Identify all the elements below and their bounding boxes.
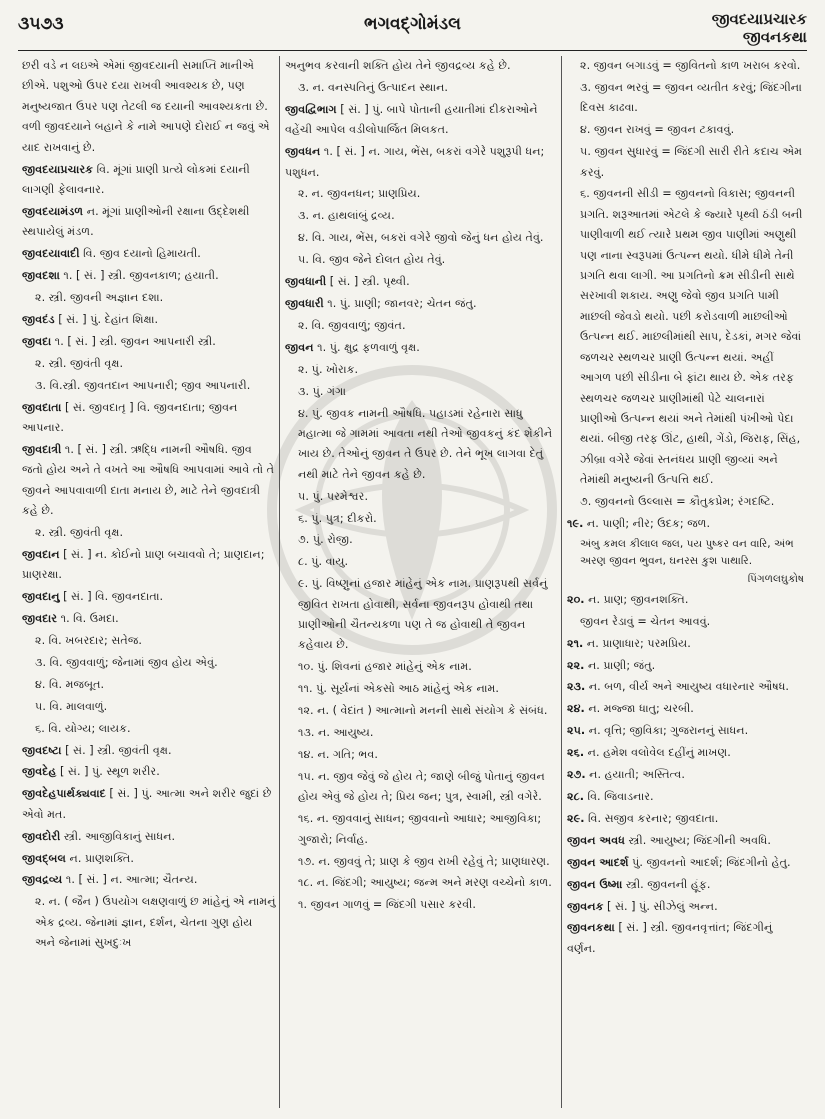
headword: જીવદ્વિભાગ [285, 102, 337, 116]
dictionary-entry [285, 78, 557, 98]
dictionary-entry [22, 545, 276, 586]
dictionary-entry [285, 574, 557, 656]
definition-text: ૬. જીવનની સીડી = જીવનનો વિકાસ; જીવનની પ્રગતિ. શરૂઆતમાં એટલે કે જ્યારે પૃથ્વી ઠંડી બની પાણીવાળી થઈ ત્યારે પ્રથમ જીવ પાણીમાં અણુથી પણ નાના સ્વરૂપમાં ઉત્પન્ન થયો. ધીમે ધીમે તેની પ્રગતિ થવા લાગી. આ પ્રગતિનો ક્રમ સીડીની સાથે સરખાવી શકાય. અણુ જેવો જીવ પ્રગતિ પામી માછલી જેવડો થયો. પછી કરોડવાળી માછલીઓ ઉત્પન્ન થઈ. માછલીમાંથી સાપ, દેડકાં, મગર જેવાં જળચર સ્થળચર પ્રાણી ઉત્પન્ન થયાં. અહીં આગળ પછી સીડીના બે ફાંટા થાય છે. એક તરફ સ્થળચર જળચર પ્રાણીમાંથી પેટે ચાલનારાં પ્રાણીઓ ઉત્પન્ન થયાં અને તેમાંથી પંખીઓ પેદા થયાં. બીજી તરફ ઊંટ, હાથી, ગેંડો, જિરાફ, સિંહ, ઝીબ્રા વગેરે જેવાં સ્તનંધય પ્રાણી જીવ્યાં અને તેમાંથી મનુષ્યની ઉત્પત્તિ થઈ. [580, 187, 803, 487]
dictionary-entry [567, 875, 804, 895]
dictionary-entry [22, 398, 276, 439]
definition-text: ૩. ન. હાથલાંબું દ્રવ્ય. [298, 209, 395, 223]
definition-text: ૫. પું. પરમેશ્વર. [298, 489, 369, 503]
headword: ૨૮. [567, 790, 584, 803]
definition-text: ૧૫. ન. જીવ જેવું જે હોય તે; જાણે બીજું પોતાનું જીવન હોય એવું જે હોય તે; પ્રિય જન; પુત્ર, સ્વામી, સ્ત્રી વગેરે. [298, 769, 545, 804]
definition-text: ૧. [ સં. ] ન. આત્મા; ચૈતન્ય. [62, 873, 198, 887]
dictionary-entry [567, 56, 804, 76]
definition-text: ૨. સ્ત્રી. જીવની અજ્ઞાન દશા. [35, 290, 164, 304]
definition-text: ન. પ્રાણશક્તિ. [65, 851, 134, 865]
dictionary-entry [22, 56, 276, 158]
definition-text: ન. હયાતી; અસ્તિત્વ. [585, 768, 685, 782]
headword: જીવદાત્રી [22, 442, 62, 456]
guide-word-last: જીવનકથા [742, 28, 807, 46]
definition-text: ૨. સ્ત્રી. જીવંતી વૃક્ષ. [35, 525, 124, 539]
definition-text: ૩. પું. ગંગા [298, 384, 347, 398]
dictionary-entry [22, 376, 276, 396]
page-header [18, 8, 807, 46]
dictionary-entry [22, 653, 276, 673]
definition-text: ૩. વિ.સ્ત્રી. જીવતદાન આપનારી; જીવ આપનારી. [35, 378, 251, 392]
definition-text: [ સં. જીવદાતૃ ] વિ. જીવનદાતા; જીવન આપનાર. [22, 400, 238, 434]
definition-text: ૩. વિ. જીવવાળું; જેનામાં જીવ હોય એવું. [35, 655, 218, 669]
definition-text: ન. મૂંગાં પ્રાણીઓની રક્ષાના ઉદ્દેશથી સ્થપાયેલું મંડળ. [22, 204, 250, 239]
dictionary-entry [567, 514, 804, 534]
headword: જીવન આદર્શ [567, 855, 629, 869]
headword: જીવદાન [22, 547, 60, 561]
dictionary-entry [285, 767, 557, 808]
dictionary-entry [285, 701, 557, 721]
definition-text: ૨. જીવન બગાડવું = જીવિતનો કાળ ખરાબ કરવો. [580, 59, 801, 72]
guide-word-first: જીવદયાપ્રચારક [711, 10, 807, 28]
dictionary-entry [285, 852, 557, 872]
dictionary-entry [285, 360, 557, 380]
definition-text: ૧. [ સં. ] સ્ત્રી. જીવનકાળ; હયાતી. [59, 269, 219, 283]
headword: જીવદોરી [22, 829, 61, 843]
dictionary-entry [285, 142, 557, 183]
header-rule [18, 50, 807, 51]
dictionary-entry [22, 697, 276, 717]
headword: જીવદશા [22, 269, 60, 283]
definition-text: ન. પ્રાણી; જંતુ. [584, 658, 656, 672]
headword: જીવદેહપાર્થક્યવાદ [22, 787, 106, 801]
headword: જીવદષ્ટા [22, 743, 62, 757]
dictionary-entry [567, 699, 804, 719]
definition-text: પિંગળલઘુકોષ [747, 573, 804, 586]
definition-text: ૭. જીવનનો ઉલ્લાસ = કૌતુકપ્રેમ; રંગદષ્ટિ. [580, 495, 775, 509]
dictionary-entry [22, 202, 276, 243]
definition-text: ન. વૃત્તિ; જીવિકા; ગુજરાનનું સાધન. [585, 724, 749, 738]
definition-text: ૬. પું. પુત્ર; દીકરો. [298, 511, 377, 525]
definition-text: ૧૭. ન. જીવવું તે; પ્રાણ કે જીવ રાખી રહેવું તે; પ્રાણધારણ. [298, 854, 550, 868]
dictionary-entry [567, 656, 804, 676]
dictionary-entry [285, 552, 557, 572]
dictionary-entry [567, 612, 804, 632]
dictionary-entry [567, 634, 804, 654]
definition-text: ન. બળ, વીર્ય અને આયુષ્ય વધારનાર ઔષધ. [585, 680, 789, 694]
definition-text: ૧૮. ન. જિંદગી; આયુષ્ય; જન્મ અને મરણ વચ્ચેનો કાળ. [298, 876, 552, 890]
dictionary-entry [285, 404, 557, 486]
dictionary-entry [567, 918, 804, 959]
dictionary-entry [567, 853, 804, 873]
definition-text: ૫. જીવન સુધારવું = જિંદગી સારી રીતે કદાચ એમ કરવું. [580, 145, 803, 179]
dictionary-entry [22, 310, 276, 330]
dictionary-entry [285, 745, 557, 765]
dictionary-entry [22, 587, 276, 607]
definition-text: ૮. પું. વાયુ. [298, 555, 349, 569]
definition-text: વિ. મૂંગાં પ્રાણી પ્રત્યે લોકમાં દયાની લાગણી ફેલાવનાર. [22, 162, 250, 196]
dictionary-body [22, 56, 804, 1111]
dictionary-entry [285, 809, 557, 850]
definition-text: વિ. સજીવ કરનાર; જીવદાતા. [584, 811, 719, 825]
definition-text: ૩. જીવન ભરવું = જીવન વ્યતીત કરવું; જિંદગીના દિવસ કાઢવા. [580, 80, 802, 115]
definition-text: [ સં. ] સ્ત્રી. જીવનવૃત્તાંત; જિંદગીનું વર્ણન. [567, 921, 773, 955]
headword: જીવદંડ [22, 312, 55, 326]
dictionary-entry [285, 184, 557, 204]
headword: ૨૩. [567, 680, 586, 694]
definition-text: ૪. જીવન રાખવું = જીવન ટકાવવું. [580, 123, 735, 137]
definition-text: વિ. જિવાડનાર. [583, 790, 654, 803]
dictionary-entry [22, 741, 276, 761]
definition-text: જીવન રેડાવું = ચેતન આવવું. [580, 614, 711, 628]
definition-text: ૧૦. પું. શિવનાં હજાર માંહેનું એક નામ. [298, 660, 472, 674]
dictionary-entry [22, 266, 276, 286]
dictionary-entry [567, 743, 804, 763]
dictionary-entry [22, 160, 276, 201]
dictionary-entry [285, 100, 557, 141]
dictionary-entry [22, 244, 276, 264]
dictionary-entry [22, 675, 276, 695]
dictionary-entry [567, 677, 804, 697]
dictionary-entry [285, 206, 557, 226]
definition-text: વિ. જીવ દયાનો હિમાયતી. [79, 247, 201, 261]
headword: ૨૭. [567, 768, 586, 782]
dictionary-entry [567, 492, 804, 512]
page-number: ૩૫૭૩ [18, 14, 64, 34]
guide-words [712, 10, 807, 46]
headword: જીવદાનુ [22, 590, 60, 604]
definition-text: ન. પ્રાણાધાર; પરમપ્રિય. [583, 636, 691, 650]
dictionary-entry [567, 536, 804, 570]
definition-text: [ સં. ] પું. દેહાંત શિક્ષા. [54, 312, 159, 326]
column-3 [567, 56, 804, 1111]
definition-text: ૧૨. ન. ( વેદાંત ) આત્માનો મનની સાથે સંયોગ કે સંબંધ. [298, 704, 548, 718]
definition-text: ૨. વિ. ખબરદાર; સતેજ. [35, 633, 142, 647]
dictionary-entry [285, 250, 557, 270]
headword: જીવન ઉષ્મા [567, 877, 623, 891]
headword: જીવદ્રવ્ય [22, 873, 63, 887]
book-title: ભગવદ્ગોમંડલ [364, 14, 461, 34]
definition-text: ન. મજ્જા ધાતુ; ચરબી. [584, 702, 694, 716]
definition-text: અનુભવ કરવાની શક્તિ હોય તેને જીવદ્રવ્ય કહે છે. [285, 59, 511, 72]
headword: જીવદ્બલ [22, 851, 66, 865]
definition-text: ૭. પું. રોજી. [298, 533, 353, 547]
dictionary-entry [285, 316, 557, 336]
headword: ૨૧. [567, 636, 584, 650]
definition-text: [ સં. ] પું. સીઝેલું અન્ન. [603, 899, 718, 913]
headword: જીવધન [285, 145, 321, 159]
definition-text: ૧. પું. પ્રાણી; જાનવર; ચેતન જંતુ. [323, 296, 477, 310]
dictionary-entry [567, 809, 804, 829]
definition-text: [ સં. ] પું. બાપે પોતાની હયાતીમાં દીકરાઓને વહેંચી આપેલ વડીલોપાર્જિત મિલકત. [285, 102, 538, 137]
headword: જીવન અવધ [567, 833, 625, 847]
dictionary-entry [22, 762, 276, 782]
dictionary-entry [285, 895, 557, 915]
dictionary-entry [285, 338, 557, 358]
dictionary-entry [22, 870, 276, 890]
dictionary-entry [22, 827, 276, 847]
dictionary-entry [285, 657, 557, 677]
dictionary-entry [285, 294, 557, 314]
definition-text: ૧૧. પું. સૂર્યનાં એકસો આઠ માંહેનું એક નામ. [298, 682, 499, 696]
dictionary-entry [285, 228, 557, 248]
dictionary-entry [567, 120, 804, 140]
dictionary-entry [22, 784, 276, 825]
headword: ૨૫. [567, 724, 586, 738]
definition-text: ૧. જીવન ગાળવું = જિંદગી પસાર કરવી. [298, 898, 476, 912]
dictionary-entry [22, 719, 276, 739]
dictionary-entry [567, 590, 804, 610]
dictionary-entry [567, 831, 804, 851]
definition-text: ૧૩. ન. આયુષ્ય. [298, 726, 374, 740]
dictionary-entry [22, 892, 276, 953]
headword: જીવદયામંડળ [22, 204, 84, 218]
headword: જીવદેહ [22, 765, 57, 779]
headword: જીવનક [567, 899, 604, 913]
dictionary-entry [567, 78, 804, 119]
dictionary-entry [285, 530, 557, 550]
headword: ૨૨. [567, 658, 585, 672]
dictionary-entry [567, 765, 804, 785]
headword: જીવધાની [285, 275, 327, 289]
definition-text: ૪. વિ. મજબૂત. [35, 677, 105, 691]
definition-text: ન. પાણી; નીર; ઉદક; જળ. [583, 516, 711, 530]
dictionary-entry [285, 873, 557, 893]
headword: જીવદા [22, 334, 52, 348]
headword: જીવન [285, 340, 314, 354]
definition-text: ૫. વિ. જીવ જેને દોલત હોય તેવું. [298, 253, 446, 267]
dictionary-entry [22, 354, 276, 374]
dictionary-entry [567, 142, 804, 183]
definition-text: ૨. વિ. જીવવાળું; જીવંત. [298, 318, 406, 332]
definition-text: ૬. વિ. યોગ્ય; લાયક. [35, 721, 131, 735]
definition-text: સ્ત્રી. આયુષ્ય; જિંદગીની અવધિ. [624, 833, 771, 847]
definition-text: ૧. [ સં. ] સ્ત્રી. જીવન આપનારી સ્ત્રી. [51, 334, 216, 348]
definition-text: ૧. [ સં. ] ન. ગાય, ભેંસ, બકરાં વગેરે પશુરૂપી ધન; પશુધન. [285, 145, 545, 179]
definition-text: ૨. સ્ત્રી. જીવંતી વૃક્ષ. [35, 356, 124, 370]
definition-text: ૫. વિ. માલવાળું. [35, 699, 108, 713]
dictionary-entry [22, 523, 276, 543]
dictionary-entry [567, 897, 804, 917]
dictionary-entry [22, 631, 276, 651]
definition-text: ૧૬. ન. જીવવાનું સાધન; જીવવાનો આધાર; આજીવિકા; ગુજારો; નિર્વાહ. [298, 812, 542, 846]
definition-text: [ સં. ] સ્ત્રી. જીવંતી વૃક્ષ. [61, 743, 172, 757]
dictionary-entry [567, 571, 804, 588]
definition-text: ૩. ન. વનસ્પતિનું ઉત્પાદન સ્થાન. [298, 80, 448, 94]
dictionary-entry [285, 679, 557, 699]
dictionary-entry [285, 509, 557, 529]
definition-text: સ્ત્રી. આજીવિકાનું સાધન. [60, 829, 176, 843]
definition-text: ૨. ન. જીવનધન; પ્રાણપ્રિય. [298, 187, 421, 201]
definition-text: [ સં. ] પું. સ્થૂળ શરીર. [56, 765, 160, 779]
definition-text: ૪. વિ. ગાય, ભેંસ, બકરાં વગેરે જીવો જેનું ધન હોય તેવું. [298, 231, 544, 245]
definition-text: [ સં. ] પું. આત્મા અને શરીર જુદાં છે એવો મત. [22, 787, 272, 821]
column-2 [285, 56, 557, 1111]
definition-text: ૨. ન. ( જૈન ) ઉપયોગ લક્ષણવાળું છ માંહેનું એ નામનું એક દ્રવ્ય. જેનામાં જ્ઞાન, દર્શન, ચેતના ગુણ હોય અને જેનામાં સુખદુઃખ [35, 895, 276, 950]
definition-text: છરી વડે ન લઇએ એમાં જીવદયાની સમાપ્તિ માનીએ છીએ. પશુઓ ઉપર દયા રાખવી આવશ્યક છે, પણ મનુષ્યજાત ઉપર પણ તેટલી જ દયાની આવશ્યકતા છે. વળી જીવદયાને બહાને કે નામે આપણે દોરાઈ ન જવું એ યાદ રાખવાનું છે. [22, 59, 270, 154]
headword: ૨૬. [567, 746, 585, 760]
column-1 [22, 56, 276, 1111]
dictionary-entry [22, 849, 276, 869]
headword: ૧૯. [567, 516, 584, 530]
definition-text: [ સં. ] સ્ત્રી. પૃથ્વી. [326, 275, 410, 289]
dictionary-entry [285, 487, 557, 507]
headword: ૨૪. [567, 702, 585, 716]
dictionary-entry [285, 723, 557, 743]
definition-text: ૧. [ સં. ] સ્ત્રી. ઋદ્ધિ નામની ઔષધિ. જીવ જતો હોય અને તે વખતે આ ઔષધિ આપવામાં આવે તો તે જીવને આપવાવાળી દાતા મનાય છે, માટે તેને જીવદાત્રી કહે છે. [22, 442, 275, 518]
dictionary-entry [22, 609, 276, 629]
definition-text: ૧. પું. ક્ષુદ્ર ફળવાળું વૃક્ષ. [313, 340, 420, 354]
headword: જીવદાતા [22, 400, 62, 414]
definition-text: સ્ત્રી. જીવનની હૂંફ. [622, 877, 711, 891]
definition-text: [ સં. ] વિ. જીવનદાતા. [59, 590, 164, 604]
headword: ૨૦. [567, 592, 585, 606]
definition-text: પું. જીવનનો આદર્શ; જિંદગીનો હેતુ. [628, 855, 791, 869]
dictionary-entry [567, 787, 804, 807]
headword: જીવદયાપ્રચારક [22, 162, 94, 176]
dictionary-entry [567, 721, 804, 741]
headword: જીવધારી [285, 296, 324, 310]
dictionary-entry [285, 56, 557, 76]
definition-text: અંબુ કમલ કીલાલ જલ, પય પુષ્કર વન વારિ, અંભ અરણ જીવન ભુવન, ઘનરસ કુશ પાથારિ. [580, 537, 794, 567]
definition-text: ૧૪. ન. ગતિ; ભવ. [298, 748, 378, 761]
dictionary-entry [285, 382, 557, 402]
dictionary-entry [567, 184, 804, 490]
dictionary-entry [22, 440, 276, 522]
definition-text: ન. હમેશ વલોવેલ દહીંનું માખણ. [584, 746, 731, 760]
headword: જીવનકથા [567, 921, 615, 935]
headword: ૨૯. [567, 811, 585, 825]
headword: જીવદાર [22, 612, 58, 626]
definition-text: ૯. પું. વિષ્ણુનાં હજાર માંહેનું એક નામ. પ્રાણરૂપથી સર્વનું જીવિત રાખતા હોવાથી, સર્વના જીવનરૂપ હોવાથી તથા પ્રાણીઓની ચૈતન્યકળા પણ તે જ હોવાથી તે જીવન કહેવાય છે. [298, 577, 548, 652]
definition-text: ૧. વિ. ઉમદા. [57, 612, 119, 626]
dictionary-entry [22, 288, 276, 308]
definition-text: ૪. પું. જીવક નામની ઔષધિ. પહાડમાં રહેનારા સાધુ મહાત્મા જે ગામમાં આવતા નથી તેઓ જીવકનું કંદ શેકીને ખાય છે. તેઓનું જીવન તે ઉપર છે. તેને ભૂખ લાગવા દેતું નથી માટે તેને જીવન કહે છે. [298, 406, 553, 481]
definition-text: ન. પ્રાણ; જીવનશક્તિ. [584, 592, 689, 606]
definition-text: [ સં. ] ન. કોઈનો પ્રાણ બચાવવો તે; પ્રાણદાન; પ્રાણરક્ષા. [22, 547, 265, 582]
definition-text: ૨. પું. ખોરાક. [298, 362, 359, 376]
headword: જીવદયાવાદી [22, 247, 80, 261]
dictionary-entry [285, 272, 557, 292]
dictionary-entry [22, 332, 276, 352]
